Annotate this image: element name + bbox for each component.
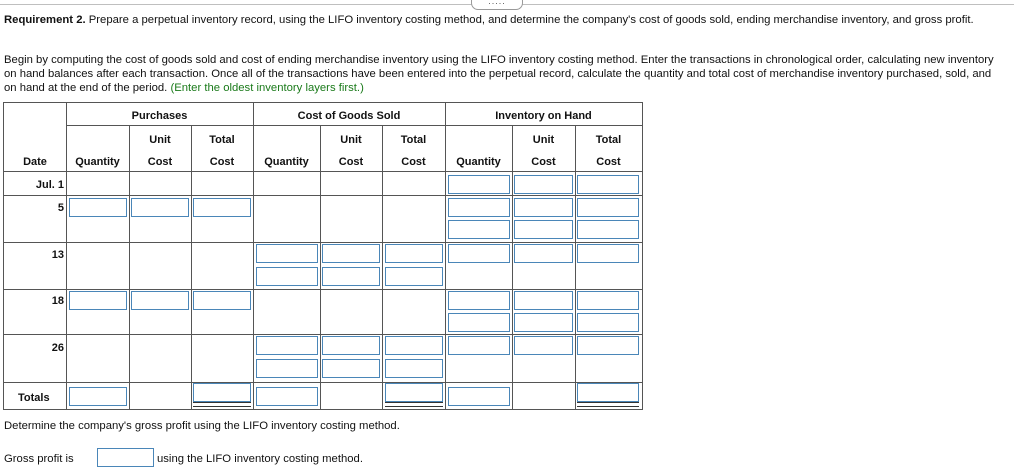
d5-inv-unit-cost-input-2[interactable] [514, 220, 573, 239]
cogs-unit-cost-header: Cost [338, 156, 364, 168]
purchases-header: Purchases [131, 110, 188, 122]
totals-cogs-double-underline [385, 402, 443, 407]
totals-purch-total-cost-input[interactable] [193, 383, 251, 402]
d18-inv-quantity-input-2[interactable] [448, 313, 510, 332]
d5-inv-unit-cost-input-1[interactable] [514, 198, 573, 217]
d13-cogs-unit-cost-input-1[interactable] [322, 244, 380, 263]
instructions-hint: (Enter the oldest inventory layers first.) [170, 82, 364, 94]
inventory-unit-header: Unit [532, 134, 555, 146]
totals-cogs-quantity-input[interactable] [256, 387, 318, 406]
row-date-13: 13 [51, 249, 64, 261]
cogs-total-cost-header: Cost [401, 156, 426, 168]
row-date-18: 18 [51, 295, 64, 307]
d13-cogs-quantity-input-2[interactable] [256, 267, 318, 286]
cogs-total-header: Total [400, 134, 427, 146]
d13-cogs-unit-cost-input-2[interactable] [322, 267, 380, 286]
row-date-5: 5 [57, 202, 64, 214]
instructions-body: Begin by computing the cost of goods sold and cost of ending merchandise inventory using the LIFO inventory costing method. Enter the transactions in chronological order, calculating new inventory on hand balances after each transaction. Once all of the transactions have been entered into the perpetual record, calculate the quantity and total cost of merchandise inventory purchased, sold, and on hand at the end of the period. [4, 54, 994, 94]
jul1-inv-unit-cost-input[interactable] [514, 175, 573, 194]
d13-cogs-total-cost-input-1[interactable] [385, 244, 443, 263]
requirement-text [4, 13, 994, 27]
gross-profit-question: Determine the company's gross profit using the LIFO inventory costing method. [4, 420, 400, 432]
inventory-unit-cost-header: Cost [531, 156, 556, 168]
d26-cogs-total-cost-input-1[interactable] [385, 336, 443, 355]
d5-inv-quantity-input-1[interactable] [448, 198, 510, 217]
d26-cogs-quantity-input-2[interactable] [256, 359, 318, 378]
jul1-inv-quantity-input[interactable] [448, 175, 510, 194]
purchases-total-header: Total [209, 134, 235, 146]
cogs-unit-header: Unit [340, 134, 362, 146]
totals-cogs-total-cost-input[interactable] [385, 383, 443, 402]
row-totals-label: Totals [18, 392, 50, 404]
d26-inv-total-cost-input[interactable] [577, 336, 639, 355]
totals-inv-double-underline [577, 402, 639, 407]
expand-handle[interactable]: ..... [471, 0, 523, 10]
date-col-header: Date [23, 156, 47, 168]
d18-purch-unit-cost-input[interactable] [131, 291, 189, 310]
d18-inv-unit-cost-input-2[interactable] [514, 313, 573, 332]
d5-purch-total-cost-input[interactable] [193, 198, 251, 217]
inventory-total-header: Total [595, 134, 622, 146]
d18-inv-total-cost-input-2[interactable] [577, 313, 639, 332]
d26-cogs-unit-cost-input-2[interactable] [322, 359, 380, 378]
d26-inv-quantity-input[interactable] [448, 336, 510, 355]
d13-inv-quantity-input[interactable] [448, 244, 510, 263]
d13-cogs-total-cost-input-2[interactable] [385, 267, 443, 286]
d18-inv-unit-cost-input-1[interactable] [514, 291, 573, 310]
inventory-header: Inventory on Hand [495, 110, 592, 122]
d13-inv-unit-cost-input[interactable] [514, 244, 573, 263]
gross-profit-label: Gross profit is [4, 453, 74, 465]
totals-inv-quantity-input[interactable] [448, 387, 510, 406]
d26-inv-unit-cost-input[interactable] [514, 336, 573, 355]
totals-inv-total-cost-input[interactable] [577, 383, 639, 402]
d26-cogs-unit-cost-input-1[interactable] [322, 336, 380, 355]
d13-inv-total-cost-input[interactable] [577, 244, 639, 263]
row-date-26: 26 [51, 342, 64, 354]
row-date-jul1: Jul. 1 [35, 179, 64, 191]
totals-purch-double-underline [193, 402, 251, 407]
d18-inv-quantity-input-1[interactable] [448, 291, 510, 310]
cogs-header: Cost of Goods Sold [297, 110, 401, 122]
purchases-total-cost-header: Cost [209, 156, 235, 168]
d5-inv-total-cost-input-2[interactable] [577, 220, 639, 239]
purchases-quantity-header: Quantity [75, 156, 120, 168]
totals-purch-quantity-input[interactable] [69, 387, 127, 406]
d26-cogs-quantity-input-1[interactable] [256, 336, 318, 355]
cogs-quantity-header: Quantity [264, 156, 309, 168]
d13-cogs-quantity-input-1[interactable] [256, 244, 318, 263]
inventory-total-cost-header: Cost [596, 156, 621, 168]
purchases-unit-cost-header: Cost [147, 156, 173, 168]
requirement-body: Prepare a perpetual inventory record, using the LIFO inventory costing method, and determine the company's cost of goods sold, ending merchandise inventory, and gross profit. [85, 14, 974, 26]
d18-purch-total-cost-input[interactable] [193, 291, 251, 310]
requirement-label: Requirement 2. [4, 14, 86, 26]
instructions-text [4, 53, 1004, 95]
d26-cogs-total-cost-input-2[interactable] [385, 359, 443, 378]
gross-profit-suffix: using the LIFO inventory costing method. [157, 453, 363, 465]
d5-purch-unit-cost-input[interactable] [131, 198, 189, 217]
gross-profit-input[interactable] [97, 448, 154, 467]
d18-purch-quantity-input[interactable] [69, 291, 127, 310]
purchases-unit-header: Unit [149, 134, 171, 146]
perpetual-inventory-table [3, 102, 643, 410]
d5-inv-quantity-input-2[interactable] [448, 220, 510, 239]
d18-inv-total-cost-input-1[interactable] [577, 291, 639, 310]
d5-purch-quantity-input[interactable] [69, 198, 127, 217]
d5-inv-total-cost-input-1[interactable] [577, 198, 639, 217]
jul1-inv-total-cost-input[interactable] [577, 175, 639, 194]
inventory-quantity-header: Quantity [456, 156, 501, 168]
